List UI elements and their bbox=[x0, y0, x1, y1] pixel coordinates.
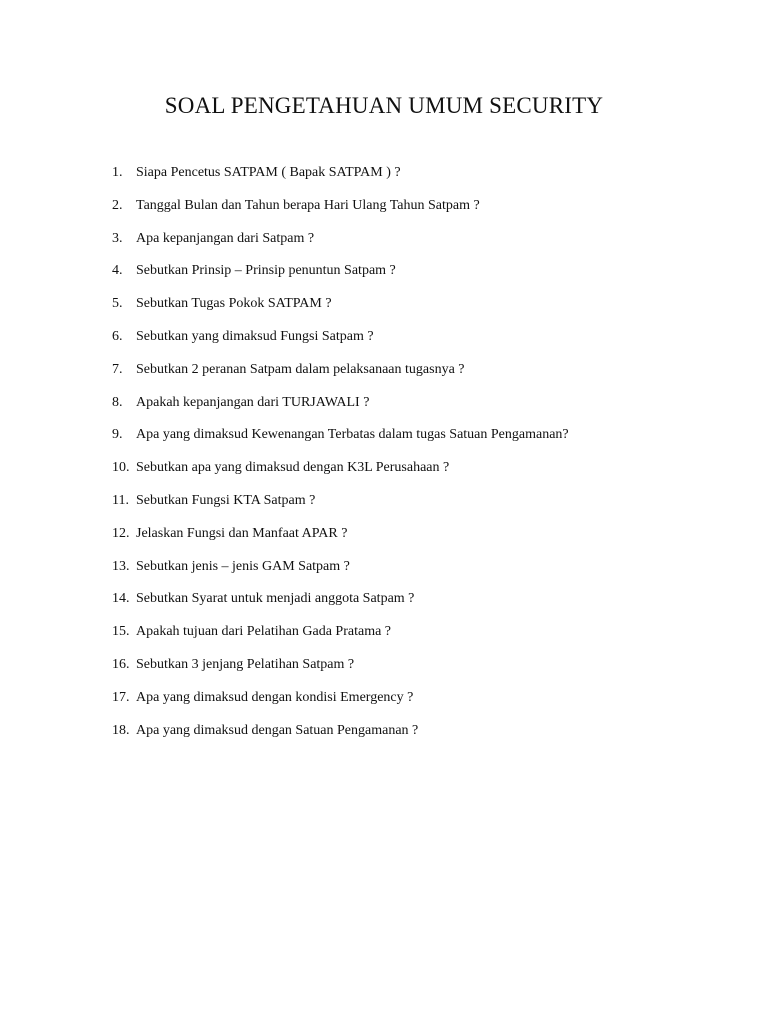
question-text: Sebutkan 2 peranan Satpam dalam pelaksanaan tugasnya ? bbox=[136, 361, 465, 377]
question-number: 13. bbox=[112, 558, 130, 574]
question-number: 1. bbox=[112, 165, 123, 180]
question-number: 2. bbox=[112, 197, 123, 213]
question-text: Siapa Pencetus SATPAM ( Bapak SATPAM ) ? bbox=[136, 165, 401, 180]
question-number: 10. bbox=[112, 460, 130, 476]
question-number: 17. bbox=[112, 689, 130, 705]
question-text: Sebutkan Prinsip – Prinsip penuntun Satpam ? bbox=[136, 263, 396, 279]
question-number: 3. bbox=[112, 230, 123, 246]
question-text: Apa yang dimaksud dengan kondisi Emergency ? bbox=[136, 689, 414, 705]
question-number: 4. bbox=[112, 263, 123, 279]
question-text: Sebutkan Syarat untuk menjadi anggota Satpam ? bbox=[136, 591, 415, 607]
question-text: Apakah tujuan dari Pelatihan Gada Pratama ? bbox=[136, 624, 392, 640]
question-text: Sebutkan yang dimaksud Fungsi Satpam ? bbox=[136, 328, 374, 344]
question-text: Sebutkan 3 jenjang Pelatihan Satpam ? bbox=[136, 656, 355, 672]
question-text: Sebutkan jenis – jenis GAM Satpam ? bbox=[136, 558, 350, 574]
question-text: Apa kepanjangan dari Satpam ? bbox=[136, 230, 315, 246]
question-text: Sebutkan apa yang dimaksud dengan K3L Perusahaan ? bbox=[136, 460, 450, 476]
question-text: Sebutkan Fungsi KTA Satpam ? bbox=[136, 492, 316, 508]
question-number: 8. bbox=[112, 394, 123, 410]
question-number: 5. bbox=[112, 296, 123, 312]
question-number: 9. bbox=[112, 427, 123, 443]
question-text: Sebutkan Tugas Pokok SATPAM ? bbox=[136, 296, 332, 312]
question-number: 12. bbox=[112, 525, 130, 541]
question-number: 11. bbox=[112, 492, 129, 508]
question-number: 18. bbox=[112, 722, 130, 738]
question-text: Apa yang dimaksud Kewenangan Terbatas dalam tugas Satuan Pengamanan? bbox=[136, 427, 569, 443]
question-text: Jelaskan Fungsi dan Manfaat APAR ? bbox=[136, 525, 348, 541]
question-text: Apa yang dimaksud dengan Satuan Pengamanan ? bbox=[136, 722, 419, 738]
question-number: 15. bbox=[112, 624, 130, 640]
question-number: 6. bbox=[112, 328, 123, 344]
question-number: 16. bbox=[112, 656, 130, 672]
question-text: Tanggal Bulan dan Tahun berapa Hari Ulang Tahun Satpam ? bbox=[136, 197, 480, 213]
question-number: 14. bbox=[112, 591, 130, 607]
page-title: SOAL PENGETAHUAN UMUM SECURITY bbox=[164, 93, 604, 118]
question-number: 7. bbox=[112, 361, 123, 377]
question-text: Apakah kepanjangan dari TURJAWALI ? bbox=[136, 394, 370, 410]
